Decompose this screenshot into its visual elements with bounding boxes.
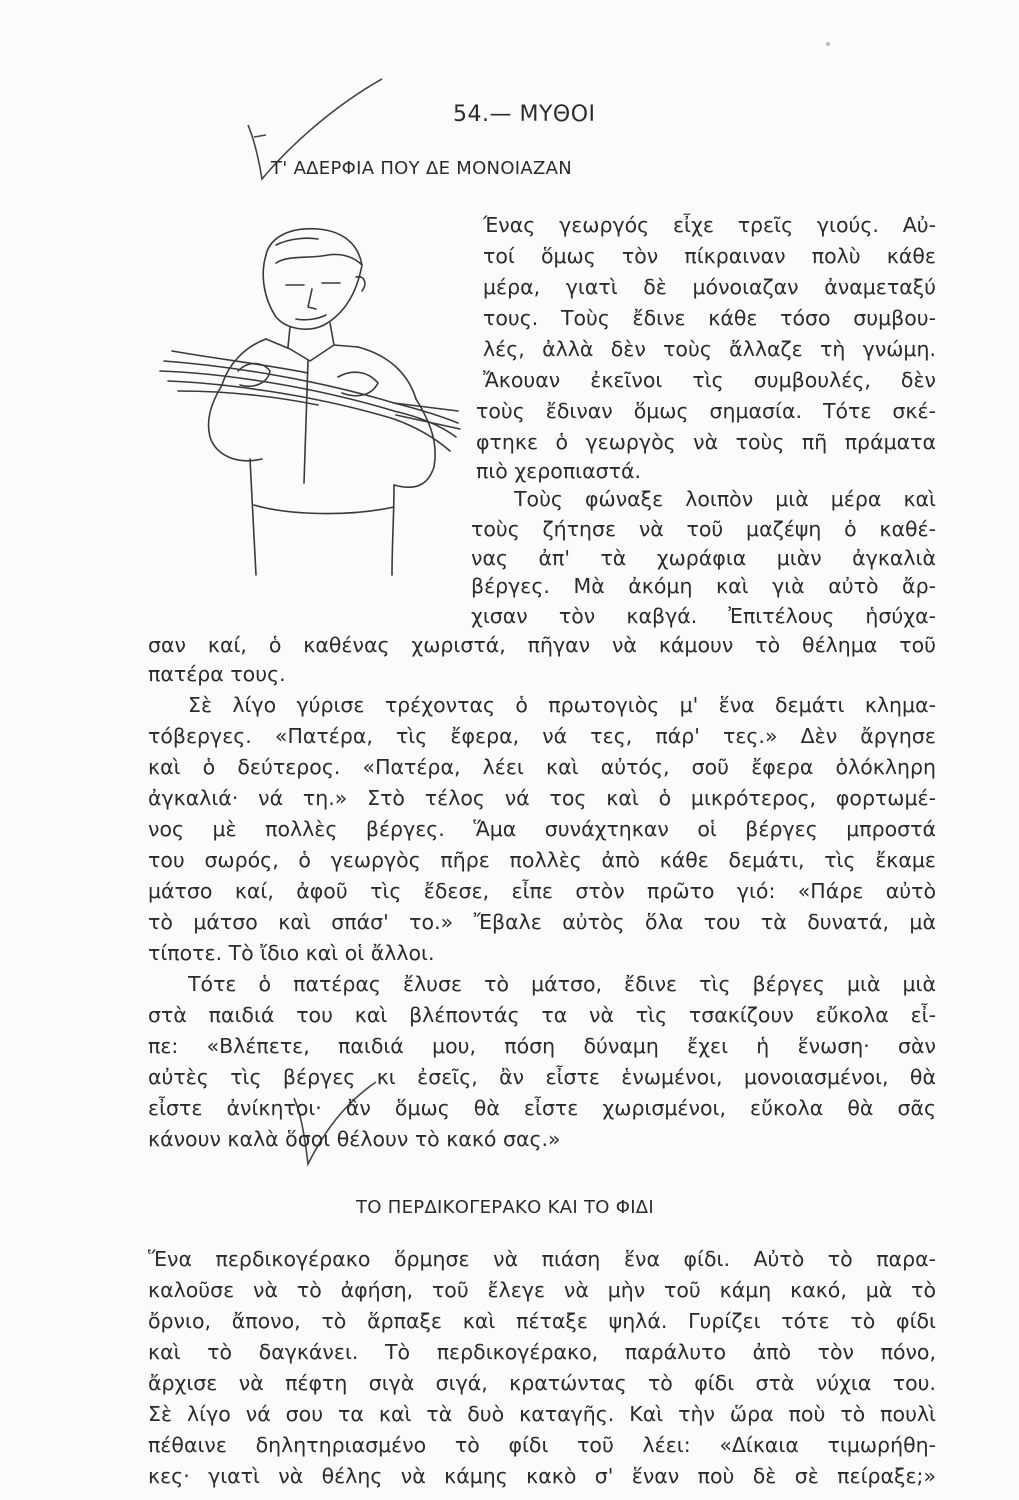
text-line: Σὲ λίγο γύρισε τρέχοντας ὁ πρωτογιὸς μ' ἕνα δεμάτι κλημα- <box>188 693 936 717</box>
text-line: τοὺς ζήτησε νὰ τοῦ μαζέψη ὁ καθέ- <box>471 517 936 541</box>
story-title: ΤΟ ΠΕΡΔΙΚΟΓΕΡΑΚΟ ΚΑΙ ΤΟ ΦΙΔΙ <box>356 1197 655 1218</box>
text-line: καὶ ὁ δεύτερος. «Πατέρα, λέει καὶ αὐτός, σοῦ ἔφερα ὁλόκληρη <box>148 755 936 779</box>
text-line: Ἄκουαν ἐκεῖνοι τὶς συμβουλές, δὲν <box>483 368 936 392</box>
text-line: καὶ τὸ δαγκάνει. Τὸ περδικογέρακο, παράλυτο ἀπὸ τὸν πόνο, <box>148 1340 936 1364</box>
page-speck <box>826 42 830 46</box>
text-line: Ἕνα περδικογέρακο ὅρμησε νὰ πιάση ἕνα φίδι. Αὐτὸ τὸ παρα- <box>148 1247 936 1271</box>
text-line: τόβεργες. «Πατέρα, τὶς ἔφερα, νά τες, πάρ' τες.» Δὲν ἄργησε <box>148 724 936 748</box>
text-line: βέργες. Μὰ ἀκόμη καὶ γιὰ αὐτὸ ἄρ- <box>471 574 936 598</box>
text-line: φτηκε ὁ γεωργὸς νὰ τοὺς πῆ πράματα <box>476 430 936 454</box>
text-line: πε: «Βλέπετε, παιδιά μου, πόση δύναμη ἔχει ἡ ἕνωση· σὰν <box>148 1034 936 1058</box>
text-line: καλοῦσε νὰ τὸ ἀφήση, τοῦ ἔλεγε νὰ μὴν τοῦ κάμη κακό, μὰ τὸ <box>148 1278 936 1302</box>
text-line: πατέρα τους. <box>148 662 286 686</box>
text-line: Σὲ λίγο νά σου τα καὶ τὰ δυὸ καταγῆς. Καὶ τὴν ὥρα ποὺ τὸ πουλὶ <box>148 1402 936 1426</box>
boy-with-sticks-illustration <box>158 215 463 585</box>
text-line: πιὸ χεροπιαστά. <box>476 459 641 483</box>
text-line: ὄρνιο, ἄπονο, τὸ ἅρπαξε καὶ πέταξε ψηλά. Γυρίζει τότε τὸ φίδι <box>148 1309 936 1333</box>
text-line: Τότε ὁ πατέρας ἔλυσε τὸ μάτσο, ἔδινε τὶς βέργες μιὰ μιὰ <box>188 972 936 996</box>
text-line: τοὺς ἔδιναν ὅμως σημασία. Τότε σκέ- <box>476 399 936 423</box>
text-line: χισαν τὸν καβγά. Ἐπιτέλους ἡσύχα- <box>471 604 936 628</box>
text-line: του σωρός, ὁ γεωργὸς πῆρε πολλὲς ἀπὸ κάθε δεμάτι, τὶς ἔκαμε <box>148 848 936 872</box>
text-line: εἶστε ἀνίκητοι· ἂν ὅμως θὰ εἶστε χωρισμένοι, εὔκολα θὰ σᾶς <box>148 1096 936 1120</box>
text-line: τοί ὅμως τὸν πίκραιναν πολὺ κάθε <box>483 244 936 268</box>
text-line: ἄρχισε νὰ πέφτη σιγὰ σιγά, κρατώντας τὸ φίδι στὰ νύχια του. <box>148 1371 936 1395</box>
text-line: μέρα, γιατὶ δὲ μόνοιαζαν ἀναμεταξύ <box>483 275 936 299</box>
text-line: κες· γιατὶ νὰ θέλης νὰ κάμης κακὸ σ' ἕναν ποὺ δὲ σὲ πείραξε;» <box>148 1464 936 1488</box>
text-line: τους. Τοὺς ἔδινε κάθε τόσο συμβου- <box>483 306 936 330</box>
text-line: Ένας γεωργός εἶχε τρεῖς γιούς. Αὐ- <box>483 213 936 237</box>
text-line: πέθαινε δηλητηριασμένο τὸ φίδι τοῦ λέει: «Δίκαια τιμωρήθη- <box>148 1433 936 1457</box>
text-line: νος μὲ πολλὲς βέργες. Ἅμα συνάχτηκαν οἱ βέργες μπροστά <box>148 817 936 841</box>
text-line: λές, ἀλλὰ δὲν τοὺς ἄλλαζε τὴ γνώμη. <box>483 337 936 361</box>
text-line: σαν καί, ὁ καθένας χωριστά, πῆγαν νὰ κάμουν τὸ θέλημα τοῦ <box>148 633 936 657</box>
text-line: νας ἀπ' τὰ χωράφια μιὰν ἀγκαλιὰ <box>471 546 936 570</box>
text-line: τίποτε. Τὸ ἴδιο καὶ οἱ ἄλλοι. <box>148 941 435 965</box>
text-line: ἀγκαλιά· νά τη.» Στὸ τέλος νά τος καὶ ὁ μικρότερος, φορτωμέ- <box>148 786 936 810</box>
chapter-heading: 54.— ΜΥΘΟΙ <box>453 102 596 127</box>
text-line: τὸ μάτσο καὶ σπάσ' το.» Ἔβαλε αὐτὸς ὅλα του τὰ δυνατά, μὰ <box>148 910 936 934</box>
story-title: Τ' ΑΔΕΡΦΙΑ ΠΟΥ ΔΕ ΜΟΝΟΙΑΖΑΝ <box>271 158 573 179</box>
text-line: κάνουν καλὰ ὅσοι θέλουν τὸ κακό σας.» <box>148 1127 561 1151</box>
text-line: στὰ παιδιά του καὶ βλέποντάς τα νὰ τὶς τσακίζουν εὔκολα εἶ- <box>148 1003 936 1027</box>
text-line: αὐτὲς τὶς βέργες κι ἐσεῖς, ἂν εἶστε ἑνωμένοι, μονοιασμένοι, θὰ <box>148 1065 936 1089</box>
text-line: Τοὺς φώναξε λοιπὸν μιὰ μέρα καὶ <box>514 487 936 511</box>
text-line: μάτσο καί, ἀφοῦ τὶς ἔδεσε, εἶπε στὸν πρῶτο γιό: «Πάρε αὐτὸ <box>148 879 936 903</box>
